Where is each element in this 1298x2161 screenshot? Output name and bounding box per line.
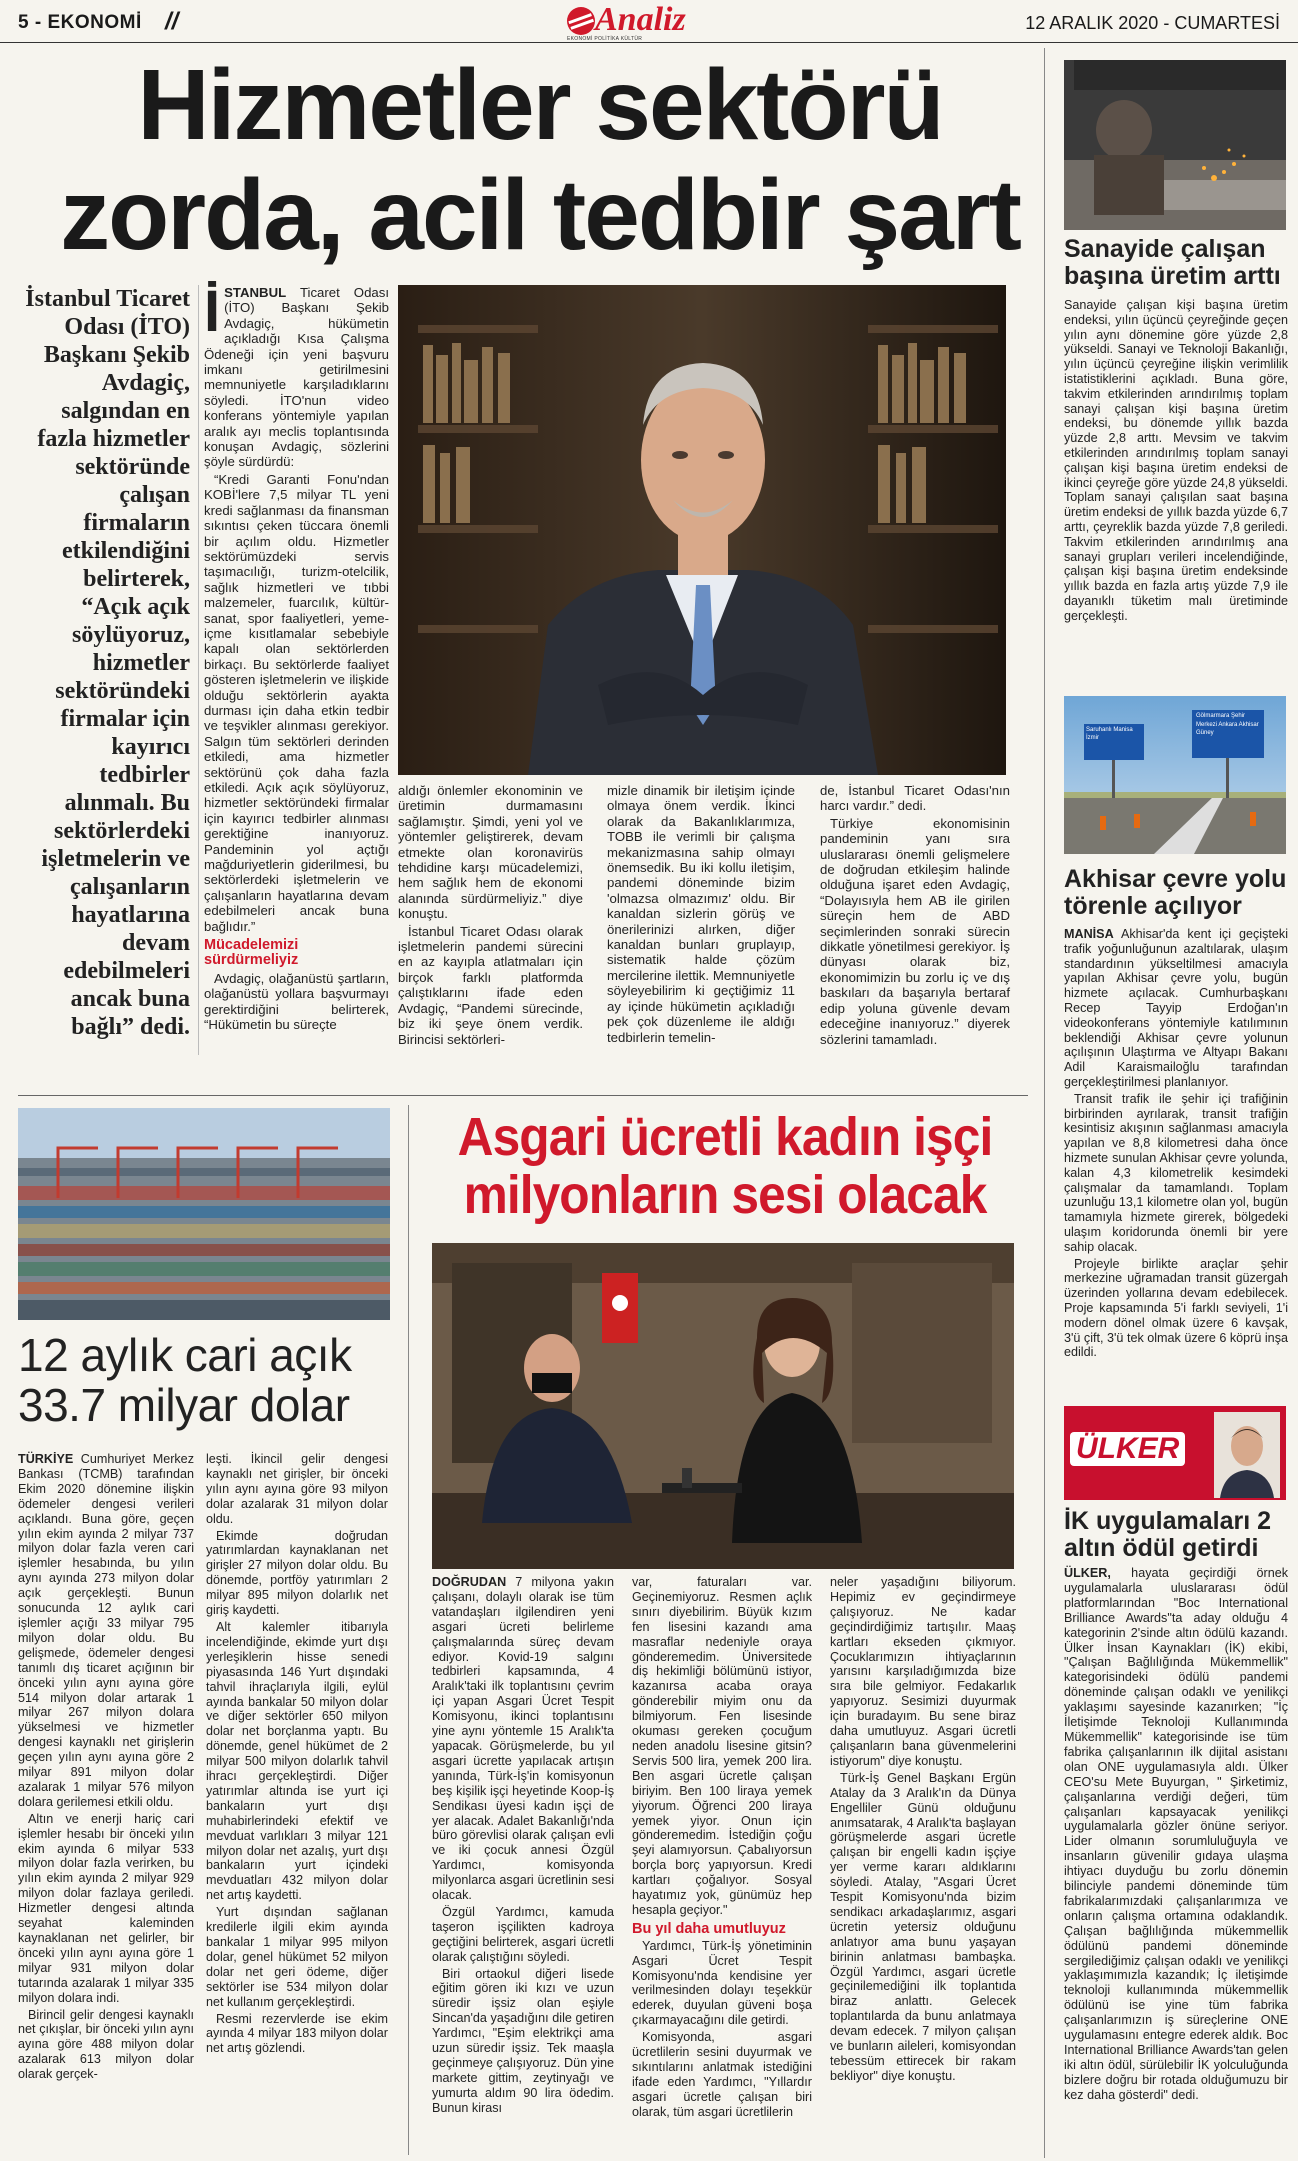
asgari-headline-line2: milyonların sesi olacak — [463, 1165, 987, 1225]
ulker-logo: ÜLKER — [1070, 1432, 1185, 1466]
asgari-photo — [432, 1243, 1014, 1569]
asgari-headline-line1: Asgari ücretli kadın işçi — [457, 1107, 993, 1167]
asgari-subhead: Bu yıl daha umutluyuz — [632, 1920, 786, 1937]
logo-mark-icon — [563, 6, 599, 36]
akhisar-sign-left: Saruhanlı Manisa İzmir — [1086, 727, 1133, 741]
akhisar-photo — [1064, 696, 1286, 854]
sanayi-photo — [1064, 60, 1286, 230]
asgari-headline — [420, 1108, 1030, 1224]
ulker-body: ÜLKER, hayata geçirdiği örnek uygulamalarla uluslararası ödül platformlarından "Boc International Brilliance Awards"ta aday olduğu 4 kategorinin 2'sinde altın ödülü kazandı. Ülker İnsan Kaynakları (İK) ekibi, "Çalışan Bağlılığında Mükemmellik" kategorisindeki ödülü pandemi döneminde çalışan odaklı ve yenilikçi yaklaşımı sayesinde kazanırken; "İç İletişimde Teknoloji Kullanımında Mükemmellik" kategorisinde ise tüm fabrika çalışanlarının ilk dijital asistanı olan ONE uygulamasıyla aldı. Ülker CEO'su Mete Buyurgan, " Şirketimiz, çalışanlarına verdiği değeri, tüm çalışanları kapsayacak yenilikçi uygulamalarla gözler önüne seriyor. Lider olmanın sorumluluğuyla ve insanların güvenilir gıdaya ulaşma ihtiyacı duyduğu bu zorlu dönemin bilinciyle pandemi döneminde tüm fabrikalarımızdaki çalışanlarımıza ve onların çalışma ortamına odaklandık. Çalışan bağlılığında mükemmellik ödülünü pandemi döneminde sergilediğimiz çalışan odaklı ve yenilikçi yaklaşımımızla kazandık; İç iletişimde teknoloji kullanımında mükemmellik ödülünü ise yine tüm fabrika çalışanlarımızın iş süreçlerine ONE uygulamasını entegre ederek aldık. Boc International Brilliance Awards'tan gelen iki altın ödül, sürülebilir İK yolculuğunda bizlere doğru bir rotada olduğumuzu bir kez daha gösterdi" dedi. — [1064, 1566, 1288, 2102]
masthead — [0, 0, 1298, 46]
logo-tagline: EKONOMİ POLİTİKA KÜLTÜR — [567, 36, 643, 42]
ulker-headline: İK uygulamaları 2 altın ödül getirdi — [1064, 1507, 1272, 1562]
main-headline — [60, 50, 1020, 270]
main-col-3: mizle dinamik bir iletişim içinde olmaya önem verdik. İkinci olarak da Bakanlıklarımıza, TOBB ile verimli bir çalışma mekanizmasına sahip olmayı önemsedik. Bu iki kollu iletişim, pandemi döneminde bizim 'olmazsa olmazımız' oldu. Bir kanaldan sizlerin görüş ve önerilerinizi alırken, diğer kanaldan bunları gruplayıp, sistematik halde çözüm mercilerine ilettik. Memnuniyetle söyleyebilirim ki geçtiğimiz 11 ay içinde hükümetin açıkladığı pek çok düzenleme ile aldığı tedbirlerin temelin- — [607, 783, 795, 1045]
main-subhead: Mücadelemizi sürdürmeliyiz — [204, 937, 299, 969]
port-photo — [18, 1108, 390, 1320]
akhisar-headline: Akhisar çevre yolu törenle açılıyor — [1064, 865, 1287, 920]
main-col-2: aldığı önlemler ekonominin ve üretimin durmamasını sağlamıştır. Şimdi, yeni yol ve yöntemler geliştirerek, devam etmekte olan koronavirüs tehdidine karşı mücadelemizi, hem sağlık hem de ekonomi alanında sürdürmeliyiz.” diye konuştu. İstanbul Ticaret Odası olarak işletmelerin pandemi sürecini en az kayıpla atlatmaları için birçok farklı platformda çalıştıklarını ifade eden Avdagiç, “Pandemi sürecinde, biz iki şeye önem verdik. Birincisi sektörleri- — [398, 783, 583, 1047]
cari-col-2: leşti. İkincil gelir dengesi kaynaklı net girişler, bir önceki yılın aynı ayına göre 93 milyon dolar azalarak 31 milyon dolar oldu. Ekimde doğrudan yatırımlardan kaynaklanan net girişler 27 milyon dolar oldu. Bu dönemde, portföy yatırımları 2 milyar 895 milyon dolarlık net giriş kaydetti. Alt kalemler itibarıyla incelendiğinde, ekimde yurt dışı yerleşiklerin hisse senedi piyasasında 146 Yurt dışındaki tahvil ihraçlarıyla ilgili, eylül ayında bankalar 50 milyon dolar ve diğer sektörler 650 milyon dolar net borçlanma yaptı. Bu dönemde, genel hükümet de 2 milyar 500 milyon dolarlık tahvil ihracı gerçekleştirdi. Diğer yatırımlar altında ise yurt içi bankaların yurt dışı muhabirlerindeki efektif ve mevduat varlıkları 3 milyar 121 milyon dolar net azalış, yurt dışı bankaların yurt içindeki mevduatları 432 milyon dolar net artış kaydetti. Yurt dışından sağlanan kredilerle ilgili ekim ayında bankalar 1 milyar 995 milyon dolar, genel hükümet 52 milyon dolar net geri ödeme, diğer sektörler ise 534 milyon dolar net kullanım gerçekleştirdi. Resmi rezervlerde ise ekim ayında 4 milyar 183 milyon dolar net artış gözlendi. — [206, 1452, 388, 2056]
sanayi-headline: Sanayide çalışan başına üretim arttı — [1064, 235, 1281, 290]
main-col-1: İSTANBUL Ticaret Odası (İTO) Başkanı Şekib Avdagiç, hükümetin açıkladığı Kısa Çalışma Ödeneği için yeni başvuru imkanı getirilmesini memnuniyetle karşıladıklarını söyledi. İTO'nun video konferans yöntemiyle yapılan aralık ayı meclis toplantısında konuşan Avdagiç, sözlerini şöyle sürdürdü: “Kredi Garanti Fonu'ndan KOBİ'lere 7,5 milyar TL yeni kredi sağlanması da finansman sıkıntısı çeken tüccara önemli bir açılım oldu. Hizmetler sektörümüzdeki servis taşımacılığı, turizm-otelcilik, sağlık hizmetleri ve tıbbi malzemeler, fuarcılık, kültür-sanat, spor faaliyetleri, yeme-içme kısıtlamalar sebebiyle kapalı olan sektörlerden birkaçı. Bu sektörlerde faaliyet gösteren işletmelerin ve ilişkide olduğu sektörlerin ayakta durması için daha etkin tedbir ve teşvikler alınması gerekiyor. Salgın tüm sektörleri derinden etkiledi, ama hizmetler sektörünü çok daha fazla etkiledi. Açık açık söylüyoruz, hizmetler sektöründeki firmalar için kayırıcı tedbirler alınması gerektiğine inanıyoruz. Pandeminin yol açtığı mağduriyetlerin giderilmesi, bu sektörlerdeki işletmelerin ve çalışanların hayatlarına devam edebilmeleri ancak buna bağlıdır.” Mücadelemizi sürdürmeliyiz Avdagiç, olağanüstü şartların, olağanüstü yollara başvurmayı gerektirdiğini belirterek, “Hükümetin bu süreçte — [204, 279, 389, 1033]
ulker-banner — [1064, 1406, 1286, 1500]
main-headline-line1: Hizmetler sektörü — [137, 49, 943, 161]
section-slash-icon: // — [165, 8, 179, 35]
section-label: 5 - EKONOMİ — [18, 12, 142, 33]
cari-headline-line2: 33.7 milyar dolar — [18, 1379, 350, 1431]
main-deck: İstanbul Ticaret Odası (İTO) Başkanı Şekib Avdagiç, salgından en fazla hizmetler sektöründe çalışan firmaların etkilendiğini belirterek, “Açık açık söylüyoruz, hizmetler sektöründeki firmalar için kayırıcı tedbirler alınmalı. Bu sektörlerdeki işletmelerin ve çalışanların hayatlarına devam edebilmeleri ancak buna bağlı” dedi. — [25, 286, 190, 1040]
cari-col-1: TÜRKİYE Cumhuriyet Merkez Bankası (TCMB) tarafından Ekim 2020 dönemine ilişkin ödemeler dengesi verileri açıklandı. Buna göre, geçen yılın ekim ayında 2 milyar 737 milyon dolar fazla veren cari işlemler hesabında, bu yılın aynı ayında 273 milyon dolar açık gerçekleşti. Bunun sonucunda 12 aylık cari işlemler açığı 33 milyar 795 milyon dolar oldu. Bu gelişmede, ödemeler dengesi tanımlı dış ticaret açığının bir önceki yılın aynı ayına göre 514 milyon dolar artarak 1 milyar 267 milyon dolara yükselmesi ve hizmetler dengesi kaynaklı net girişlerin geçen yılın aynı ayına göre 2 milyar 891 milyon dolar azalarak 1 milyar 576 milyon dolara gerilemesi etkili oldu. Altın ve enerji hariç cari işlemler hesabı bir önceki yılın ekim ayında 6 milyar 533 milyon dolar fazla verirken, bu yılın ekim ayında 2 milyar 929 milyon dolar fazlaya geriledi. Hizmetler dengesi altında seyahat kaleminden kaynaklanan net gelirler, bir önceki yılın aynı ayına göre 1 milyar 931 milyon dolar tutarında azalarak 1 milyar 335 milyon dolara indi. Birincil gelir dengesi kaynaklı net çıkışlar, bir önceki yılın aynı ayına göre 488 milyon dolar azalarak 613 milyon dolar olarak gerçek- — [18, 1452, 194, 2082]
dropcap: İ — [204, 279, 221, 344]
logo — [563, 1, 743, 42]
cari-headline-line1: 12 aylık cari açık — [18, 1329, 352, 1381]
asgari-col-1: DOĞRUDAN 7 milyona yakın çalışanı, dolaylı olarak ise tüm vatandaşları ilgilendiren yeni asgari ücreti belirleme çalışmalarında süreç devam ediyor. Kovid-19 salgını tedbirleri kapsamında, 4 Aralık'taki ilk toplantısını çevrim içi yapan Asgari Ücret Tespit Komisyonu, ikinci toplantısını yine aynı yöntemle 15 Aralık'ta yapacak. Görüşmelerde, bu yıl asgari ücrette yapılacak artışın yanında, Türk-İş'in komisyonun beş kişilik işçi heyetinde Koop-İş Sendikası üyesi kadın işçi de yer alacak. Adalet Bakanlığı'nda büro görevlisi olarak çalışan evli ve iki çocuk annesi Özgül Yardımcı, komisyonda milyonlarca asgari ücretlinin sesi olacak. Özgül Yardımcı, kamuda taşeron işçilikten kadroya geçtiğini belirterek, asgari ücretli olarak çalıştığını söyledi. Biri ortaokul diğeri lisede eğitim gören iki kızı ve uzun süredir işsiz olan eşiyle Sincan'da yaşadığını dile getiren Yardımcı, "Eşim elektrikçi ama uzun süredir işsiz. Tek maaşla geçinmeye çalışıyoruz. Dün yine markete gittim, zeytinyağı ve yumurta aldım 90 lira ödedim. Bunun kirası — [432, 1575, 614, 2115]
asgari-col-3: neler yaşadığını biliyorum. Hepimiz ev geçindirmeye çalışıyoruz. Ne kadar geçindirdiğimiz tartışılır. Maaş kartları ekseden çıkmıyor. Çocuklarımızın ihtiyaçlarının yarısını karşıladığımızda bize sıra bile gelmiyor. Fedakarlık yapıyoruz. Sesimizi duyurmak için buradayım. Bu sene biraz daha umutluyuz. Asgari ücretli çalışanların bana güvenmelerini istiyorum" diye konuştu. Türk-İş Genel Başkanı Ergün Atalay da 3 Aralık'ın da Dünya Engelliler Günü olduğunu anımsatarak, 4 Aralık'ta başlayan görüşmelerde asgari ücretle çalışan bir engelli kadın işçiye yer verme kararı aldıklarını söyledi. Atalay, "Asgari Ücret Tespit Komisyonu'nda bizim sendikacı arkadaşlarımız, asgari ücretin yetersiz olduğunu anlatıyor ama bunu yaşayan birinin anlatması bambaşka. Özgül Yardımcı, asgari ücretle geçinilemediğini ilk toplantıda biraz anlattı. Gelecek toplantılarda da bunu anlatmaya devam edecek. 7 milyon çalışan ve bunların aileleri, komisyondan tebessüm ettirecek bir rakam bekliyor" diye konuştu. — [830, 1575, 1016, 2083]
logo-text: Analiz — [595, 1, 686, 38]
cari-headline — [18, 1330, 398, 1430]
main-col-4: de, İstanbul Ticaret Odası'nın harcı vardır.” dedi. Türkiye ekonomisinin pandeminin yanı sıra uluslararası önemli gelişmelere de doğrudan etkileşim halinde olduğuna işaret eden Avdagiç, “Dolayısıyla hem AB ile girilen süreçin hem de ABD seçimlerinden sonraki sürecin dikkatle yönetilmesi gerekiyor. İş dünyası olarak biz, ekonomimizin bu zorlu iç ve dış baskıları da başarıyla bertaraf edip yoluna güvenle devam edeceğine inanıyoruz.” diyerek sözlerini tamamladı. — [820, 783, 1010, 1047]
akhisar-sign-right: Gölmarmara Şehir Merkezi Ankara Akhisar Güney — [1196, 713, 1259, 736]
issue-date: 12 ARALIK 2020 - CUMARTESİ — [1025, 13, 1280, 33]
main-photo — [398, 285, 1006, 775]
akhisar-body: MANİSA Akhisar'da kent içi geçişteki trafik yoğunluğunun azaltılarak, ulaşım standardının yükseltilmesi amacıyla yapılan Akhisar çevre yolu, bugün hizmete açılacak. Cumhurbaşkanı Recep Tayyip Erdoğan'ın videokonferans yöntemiyle katılımının beklendiği Akhisar çevre yolunun açılışının Ulaştırma ve Altyapı Bakanı Adil Karaismailoğlu tarafından gerçekleştirilmesi planlanıyor. Transit trafik ile şehir içi trafiğinin birbirinden ayrılarak, transit trafiğin kesintisiz akışının sağlanması amacıyla yapılan ve 8,8 kilometresi daha önce hizmete sunulan Akhisar çevre yolunda, kalan 4,3 kilometrelik kesimdeki çalışmalar da tamamlandı. Toplam uzunluğu 13,1 kilometre olan yol, bugün tamamıyla hizmete girerek, bölgedeki ulaşım koridorunda önemli bir yere sahip olacak. Projeyle birlikte araçlar şehir merkezine uğramadan transit güzergah üzerinden yollarına devam edebilecek. Proje kapsamında 5'i farklı seviyeli, 1'i modern dönel olmak üzere 6 kavşak, 3'ü çift, 3'ü tek olmak üzere 6 köprü inşa edildi. — [1064, 927, 1288, 1360]
ulker-portrait — [1214, 1412, 1280, 1498]
asgari-col-2: var, faturaları var. Geçinemiyoruz. Resmen açlık sınırı diyebilirim. Büyük kızım fen lisesini kazandı ama masraflar nedeniyle oraya gönderemedim. Üniversitede diş hekimliği bölümünü istiyor, kazanırsa acaba oraya gönderebilir miyim onu da bilmiyorum. Fen lisesinde okuması gereken çocuğum neden anadolu lisesine gitsin? Servis 500 lira, yemek 200 lira. Ben asgari ücretle çalışan biriyim. Ben 100 liraya yemek yiyorum. Öğrenci 200 liraya yemek yiyor. Onun için gönderemedim. İstediğin çoğu şeyi alamıyorsun. Çabalıyorsun borçla borç yapıyorsun. Kredi kartları çoğalıyor. Sosyal hayatımız yok, günümüz hep hesapla geçiyor." Bu yıl daha umutluyuz Yardımcı, Türk-İş yönetiminin Asgari Ücret Tespit Komisyonu'nda kendisine yer verilmesinden dolayı teşekkür ederek, duyulan güveni boşa çıkarmayacağını dile getirdi. Komisyonda, asgari ücretlilerin sesini duyurmak ve sıkıntılarını anlatmak istediğini ifade eden Yardımcı, "Yıllardır asgari ücretle çalışan biri olarak, tüm asgari ücretlilerin — [632, 1575, 812, 2119]
sanayi-body: Sanayide çalışan kişi başına üretim endeksi, yılın üçüncü çeyreğinde geçen yılın aynı dönemine göre yüzde 2,8 yükseldi. Sanayi ve Teknoloji Bakanlığı, yılın üçüncü çeyreğine ilişkin verimlilik istatistiklerini açıkladı. Buna göre, takvim etkilerinden arındırılmış toplam sanayi çalışan kişi başına üretim endeksi, bu dönemde yıllık bazda yüzde 2,8 arttı. Mevsim ve takvim etkilerinden arındırılmış toplam sanayi çalışan kişi başına üretim endeksi de ikinci çeyreğe göre yüzde 24,8 yükseldi. Toplam sanayi çalışılan saat başına üretim endeksi de yıllık bazda yüzde 6,7 arttı, çeyreklik bazda yüzde 7,8 geriledi. Takvim etkilerinden arındırılmış ana sanayi grupları verileri incelendiğinde, çalışan kişi başına üretim endeksinde yıllık bazda en fazla artış yüzde 7,9 ile dayanıklı tüketim malı üretiminde gerçekleşti. — [1064, 298, 1289, 623]
main-headline-line2: zorda, acil tedbir şart — [60, 159, 1020, 271]
